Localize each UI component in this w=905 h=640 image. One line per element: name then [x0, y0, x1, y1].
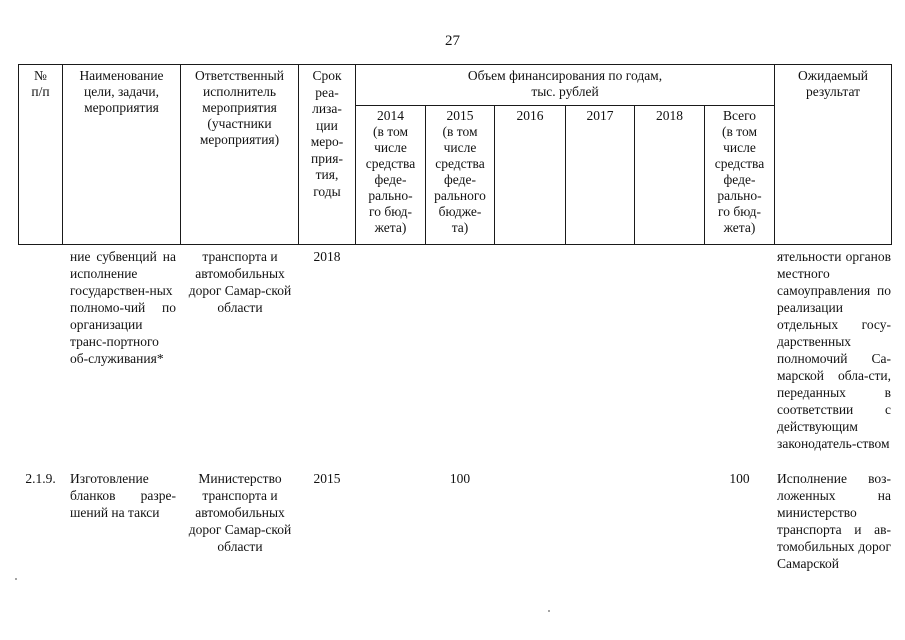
row-num: 2.1.9.	[25, 471, 56, 486]
header-year-2014: 2014 (в том числе средства феде- рально- го бюд- жета)	[365, 108, 416, 235]
header-funding: Объем финансирования по годам, тыс. рублей	[467, 68, 663, 99]
row-result: Исполнение воз-ложенных на министерство транспорта и ав-томобильных дорог Самарской	[777, 471, 891, 571]
row-term: 2015	[313, 471, 341, 486]
row-name: ние субвенций на исполнение государствен-ных полномо-чий по организации транс-портного об-служивания*	[70, 249, 176, 366]
header-year-2018: 2018	[656, 108, 683, 123]
header-total: Всего (в том числе средства феде- рально- го бюд- жета)	[714, 108, 765, 235]
header-result: Ожидаемый результат	[798, 68, 868, 99]
header-term: Срок реа- лиза- ции меро- прия- тия, годы	[310, 68, 344, 199]
page-number: 27	[445, 33, 460, 49]
header-year-2015: 2015 (в том числе средства феде- рального бюдже- та)	[434, 108, 486, 235]
row-term: 2018	[313, 249, 341, 264]
header-name: Наименование цели, задачи, мероприятия	[79, 68, 164, 115]
row-executor: Министерство транспорта и автомобильных дорог Самар-ской области	[188, 471, 292, 554]
header-num: № п/п	[31, 68, 50, 99]
header-year-2017: 2017	[586, 108, 614, 123]
header-executor: Ответственный исполнитель мероприятия (участники мероприятия)	[195, 68, 284, 147]
row-result: ятельности органов местного самоуправления по реализации отдельных госу-дарственных полномочий Са-марской обла-сти, переданных в соответствии с действующим законодатель-ством	[777, 249, 891, 451]
row-executor: транспорта и автомобильных дорог Самар-ской области	[188, 249, 292, 315]
row-value-total: 100	[729, 471, 750, 486]
scan-speck	[548, 610, 550, 612]
scan-speck	[15, 578, 17, 580]
row-name: Изготовление бланков разре-шений на такси	[70, 471, 176, 520]
row-value-2015: 100	[449, 471, 471, 486]
header-year-2016: 2016	[516, 108, 544, 123]
